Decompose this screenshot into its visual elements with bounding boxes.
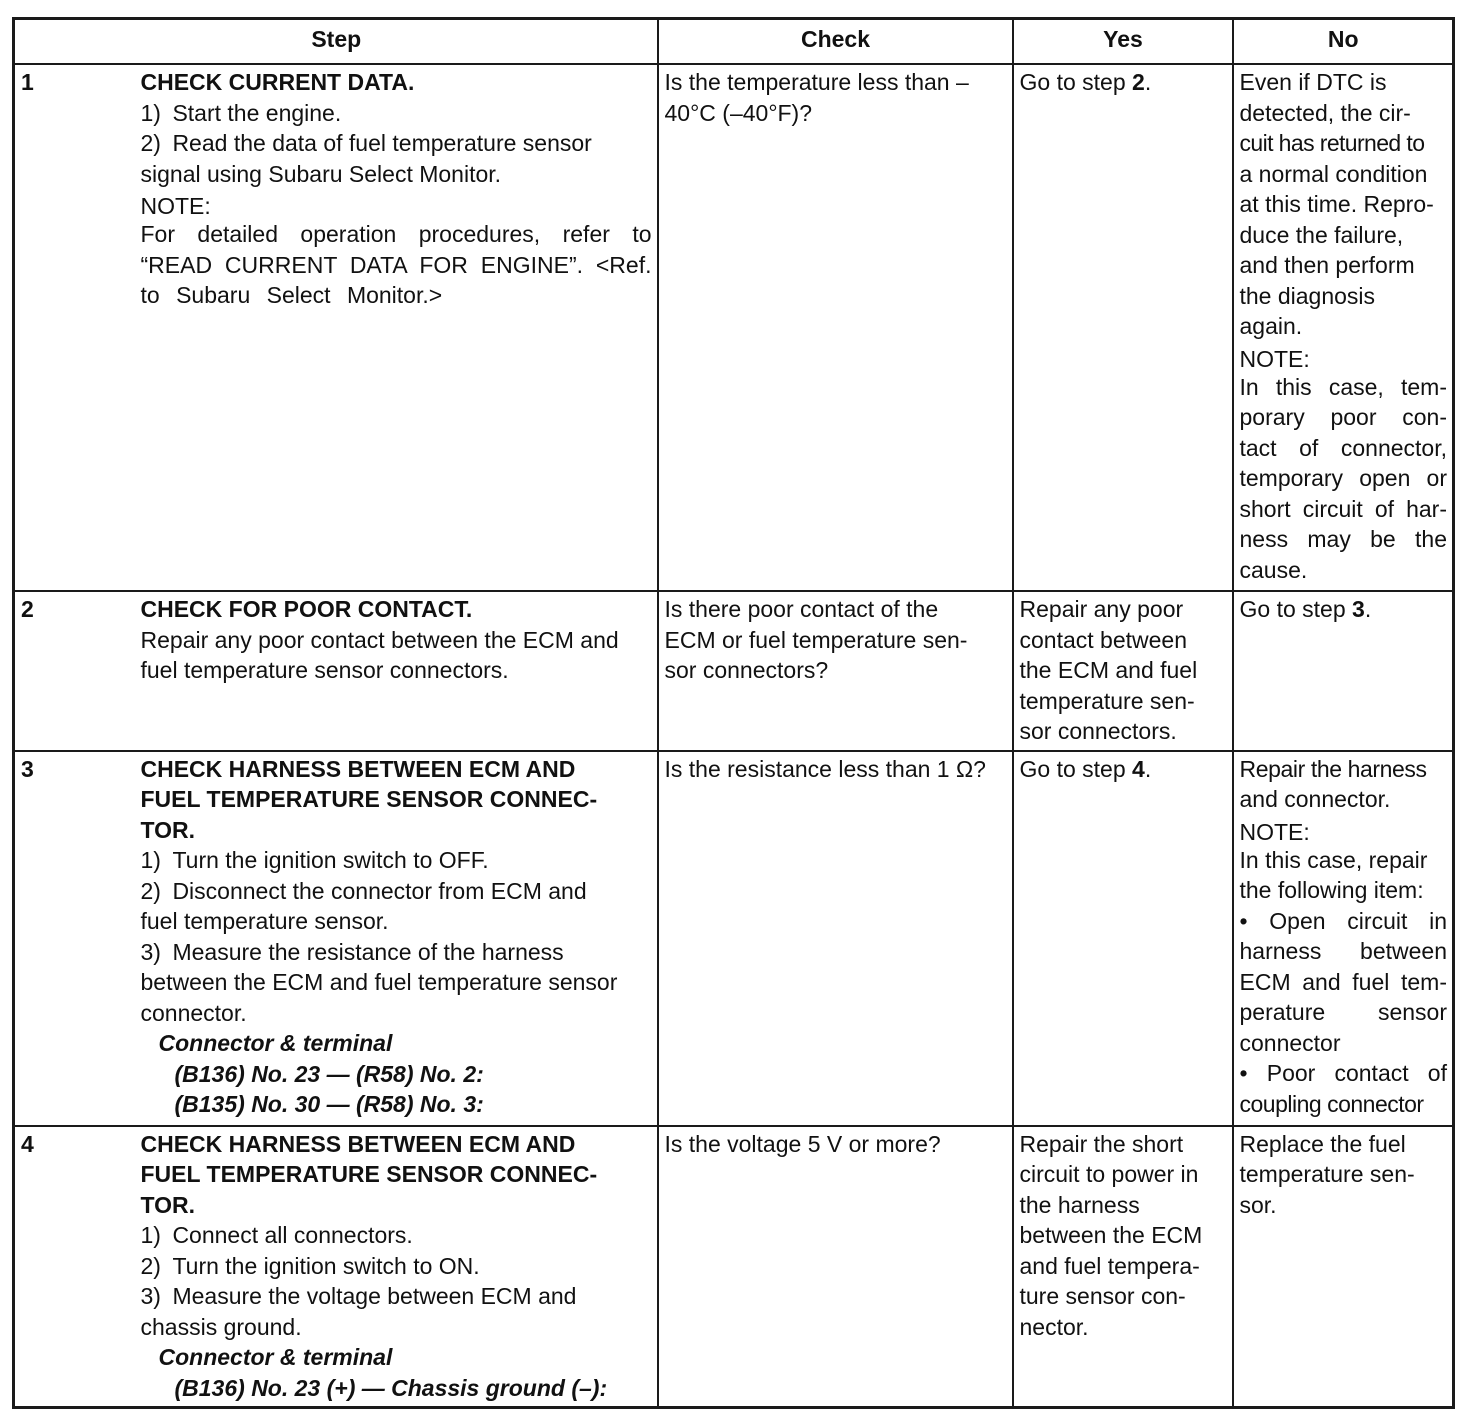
table-row (14, 64, 1454, 591)
no-note-text: harness between (1239, 938, 1447, 964)
connector-terminal-spec: (B135) No. 30 — (R58) No. 3: (174, 1091, 484, 1117)
no-text: again. (1239, 313, 1303, 339)
note-label: NOTE: (140, 193, 211, 219)
no-cell (1233, 64, 1454, 591)
yes-cell (1013, 751, 1233, 1126)
yes-text: sor connectors. (1019, 718, 1177, 744)
step-title: TOR. (140, 1191, 196, 1218)
no-note-text: porary poor con- (1239, 404, 1447, 430)
note-text: For detailed operation procedures, refer to (140, 221, 652, 247)
yes-text: circuit to power in (1019, 1161, 1199, 1187)
step-content (135, 751, 658, 1126)
table-row (14, 1126, 1454, 1408)
no-note-text: tact of connector, (1239, 434, 1447, 461)
step-number: 2 (14, 591, 135, 751)
no-text-suffix: . (1364, 596, 1372, 622)
step-instruction: 2) Disconnect the connector from ECM and (140, 877, 587, 904)
yes-text: the ECM and fuel (1019, 657, 1198, 683)
connector-terminal-spec: (B136) No. 23 (+) — Chassis ground (–): (174, 1374, 608, 1401)
yes-text: ture sensor con- (1019, 1283, 1186, 1309)
yes-text: Go to step (1019, 69, 1133, 95)
step-content (135, 64, 658, 591)
no-text: Go to step (1239, 596, 1353, 622)
no-note-label: NOTE: (1239, 345, 1310, 372)
no-text: Replace the fuel (1239, 1130, 1406, 1157)
step-instruction: 3) Measure the voltage between ECM and (140, 1283, 577, 1309)
no-text: Even if DTC is (1239, 69, 1387, 95)
yes-text-suffix: . (1144, 69, 1152, 95)
no-text: the diagnosis (1239, 282, 1376, 309)
no-note-text: cause. (1239, 556, 1308, 583)
step-number: 1 (14, 64, 135, 591)
check-text: ECM or fuel temperature sen- (664, 626, 968, 653)
no-note-text: ECM and fuel tem- (1239, 968, 1447, 995)
step-title: CHECK FOR POOR CONTACT. (140, 596, 473, 622)
check-text: Is the voltage 5 V or more? (664, 1130, 941, 1157)
yes-cell (1013, 591, 1233, 751)
yes-cell (1013, 1126, 1233, 1408)
no-cell (1233, 751, 1454, 1126)
yes-cell (1013, 64, 1233, 591)
no-text: duce the failure, (1239, 221, 1404, 248)
step-content (135, 1126, 658, 1408)
check-cell (658, 591, 1013, 751)
yes-step-ref: 2 (1132, 69, 1145, 95)
no-note-text: the following item: (1239, 877, 1424, 903)
step-instruction: 2) Turn the ignition switch to ON. (140, 1252, 480, 1279)
no-note-text: connector (1239, 1029, 1341, 1056)
no-note-text: • Open circuit in (1239, 907, 1447, 934)
step-instruction: fuel temperature sensor. (140, 908, 389, 934)
header-row (14, 19, 1454, 65)
check-cell (658, 751, 1013, 1126)
no-step-ref: 3 (1352, 596, 1365, 622)
yes-text: temperature sen- (1019, 687, 1195, 714)
no-text: cuit has returned to (1239, 130, 1425, 156)
yes-text: Repair any poor (1019, 596, 1184, 622)
yes-text: nector. (1019, 1313, 1089, 1340)
no-text: and connector. (1239, 786, 1391, 812)
connector-terminal-spec: (B136) No. 23 — (R58) No. 2: (174, 1060, 484, 1087)
step-number: 3 (14, 751, 135, 1126)
check-cell (658, 1126, 1013, 1408)
step-instruction: 3) Measure the resistance of the harness (140, 938, 564, 965)
no-note-text: In this case, tem- (1239, 373, 1447, 400)
step-content (135, 591, 658, 751)
no-note-text: coupling connector (1239, 1090, 1424, 1117)
no-note-text: perature sensor (1239, 999, 1447, 1025)
step-instruction: Repair any poor contact between the ECM and (140, 626, 619, 653)
step-instruction: between the ECM and fuel temperature sensor (140, 969, 618, 995)
step-title: CHECK CURRENT DATA. (140, 69, 415, 95)
header-check: Check (658, 19, 1013, 65)
no-note-text: ness may be the (1239, 526, 1447, 552)
check-text: 40°C (–40°F)? (664, 99, 813, 126)
note-text: to Subaru Select Monitor.> (140, 282, 443, 308)
step-title: TOR. (140, 816, 196, 843)
no-note-text: In this case, repair (1239, 846, 1428, 873)
step-title: FUEL TEMPERATURE SENSOR CONNEC- (140, 786, 598, 812)
no-text: Repair the harness (1239, 755, 1427, 782)
table-row (14, 751, 1454, 1126)
step-title: CHECK HARNESS BETWEEN ECM AND (140, 1130, 576, 1157)
step-instruction: 2) Read the data of fuel temperature sensor (140, 130, 592, 156)
no-cell (1233, 591, 1454, 751)
check-text: Is there poor contact of the (664, 596, 939, 622)
step-instruction: connector. (140, 999, 247, 1026)
no-text: detected, the cir- (1239, 99, 1411, 126)
yes-text: and fuel tempera- (1019, 1252, 1200, 1279)
header-no: No (1233, 19, 1454, 65)
note-text: “READ CURRENT DATA FOR ENGINE”. <Ref. (140, 251, 652, 278)
step-instruction: 1) Start the engine. (140, 99, 342, 126)
yes-text: Go to step (1019, 755, 1133, 782)
no-note-text: • Poor contact of (1239, 1060, 1447, 1086)
check-text: sor connectors? (664, 657, 829, 683)
check-text: Is the resistance less than 1 Ω? (664, 755, 986, 782)
no-note-label: NOTE: (1239, 818, 1310, 845)
yes-text: contact between (1019, 626, 1188, 653)
yes-text: between the ECM (1019, 1222, 1203, 1248)
connector-terminal-label: Connector & terminal (158, 1344, 393, 1370)
table-row (14, 591, 1454, 751)
no-note-text: temporary open or (1239, 465, 1447, 491)
no-text: and then perform (1239, 252, 1415, 278)
no-text: temperature sen- (1239, 1161, 1415, 1187)
step-title: FUEL TEMPERATURE SENSOR CONNEC- (140, 1161, 598, 1187)
check-text: Is the temperature less than – (664, 69, 969, 95)
step-title: CHECK HARNESS BETWEEN ECM AND (140, 755, 576, 782)
header-yes: Yes (1013, 19, 1233, 65)
yes-text: the harness (1019, 1191, 1140, 1218)
step-instruction: chassis ground. (140, 1313, 302, 1340)
no-text: a normal condition (1239, 160, 1428, 187)
yes-text-suffix: . (1144, 755, 1152, 782)
yes-text: Repair the short (1019, 1130, 1184, 1157)
step-instruction: signal using Subaru Select Monitor. (140, 160, 502, 187)
step-instruction: fuel temperature sensor connectors. (140, 657, 509, 683)
step-instruction: 1) Connect all connectors. (140, 1222, 413, 1248)
header-step: Step (14, 19, 658, 65)
diagnostic-table (12, 17, 1455, 1409)
connector-terminal-label: Connector & terminal (158, 1030, 393, 1056)
no-cell (1233, 1126, 1454, 1408)
check-cell (658, 64, 1013, 591)
no-text: at this time. Repro- (1239, 191, 1434, 217)
no-note-text: short circuit of har- (1239, 495, 1447, 522)
yes-step-ref: 4 (1132, 755, 1145, 782)
no-text: sor. (1239, 1191, 1277, 1218)
step-number: 4 (14, 1126, 135, 1408)
step-instruction: 1) Turn the ignition switch to OFF. (140, 847, 489, 873)
